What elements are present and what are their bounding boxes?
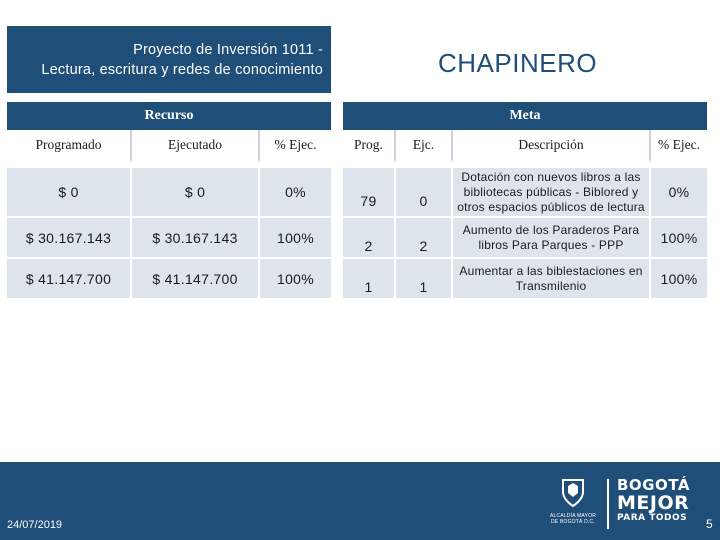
locality-title: CHAPINERO [438, 48, 598, 78]
bogota-seal-logo [548, 478, 598, 528]
footer-bar [0, 462, 720, 540]
logo-divider [607, 479, 609, 529]
cell-prog: 1 [343, 259, 396, 300]
page-number: 5 [706, 517, 713, 531]
cell-descripcion: Aumento de los Paraderos Para libros Para Parques - PPP [453, 218, 651, 259]
col-header-ejc: Ejc. [396, 130, 453, 162]
cell-ejecutado: $ 0 [132, 168, 260, 218]
cell-descripcion: Aumentar a las biblestaciones en Transmilenio [453, 259, 651, 300]
col-header-descripcion: Descripción [453, 130, 651, 162]
cell-prog: 2 [343, 218, 396, 259]
col-header-pct-ejec: % Ejec. [651, 130, 707, 162]
cell-pct: 100% [260, 259, 331, 300]
table-row [7, 259, 331, 300]
cell-pct: 100% [651, 218, 707, 259]
cell-ejc: 2 [396, 218, 453, 259]
brand-line1: BOGOTÁ [617, 476, 690, 494]
table-row [343, 168, 707, 218]
cell-pct: 0% [651, 168, 707, 218]
recurso-group-header: Recurso [7, 102, 331, 130]
bogota-mejor-logo [617, 476, 690, 524]
cell-prog: 79 [343, 168, 396, 218]
cell-programado: $ 41.147.700 [7, 259, 132, 300]
cell-pct: 0% [260, 168, 331, 218]
seal-text-line1: ALCALDÍA MAYOR [549, 513, 597, 519]
cell-programado: $ 0 [7, 168, 132, 218]
col-header-ejecutado: Ejecutado [132, 130, 260, 162]
col-header-programado: Programado [7, 130, 132, 162]
coat-of-arms-icon [560, 478, 586, 508]
cell-ejc: 1 [396, 259, 453, 300]
cell-ejc: 0 [396, 168, 453, 218]
col-header-prog: Prog. [343, 130, 396, 162]
table-row [343, 259, 707, 300]
cell-descripcion: Dotación con nuevos libros a las bibliotecas públicas - Biblored y otros espacios públicos de lectura [453, 168, 651, 218]
meta-table [343, 130, 707, 300]
project-title-box [7, 26, 331, 93]
recurso-table [7, 130, 331, 300]
cell-ejecutado: $ 30.167.143 [132, 218, 260, 259]
brand-line3: PARA TODOS [617, 513, 688, 523]
table-row [7, 218, 331, 259]
cell-pct: 100% [651, 259, 707, 300]
cell-ejecutado: $ 41.147.700 [132, 259, 260, 300]
table-row [343, 218, 707, 259]
footer-date: 24/07/2019 [7, 519, 63, 531]
meta-group-header: Meta [343, 102, 707, 130]
project-title-line1: Proyecto de Inversión 1011 - [133, 41, 323, 58]
table-row [7, 168, 331, 218]
brand-line2: MEJOR [617, 492, 690, 514]
cell-programado: $ 30.167.143 [7, 218, 132, 259]
cell-pct: 100% [260, 218, 331, 259]
project-title-line2: Lectura, escritura y redes de conocimiento [41, 61, 323, 78]
col-header-pct-ejec: % Ejec. [260, 130, 331, 162]
seal-text-line2: DE BOGOTÁ D.C. [551, 519, 595, 525]
